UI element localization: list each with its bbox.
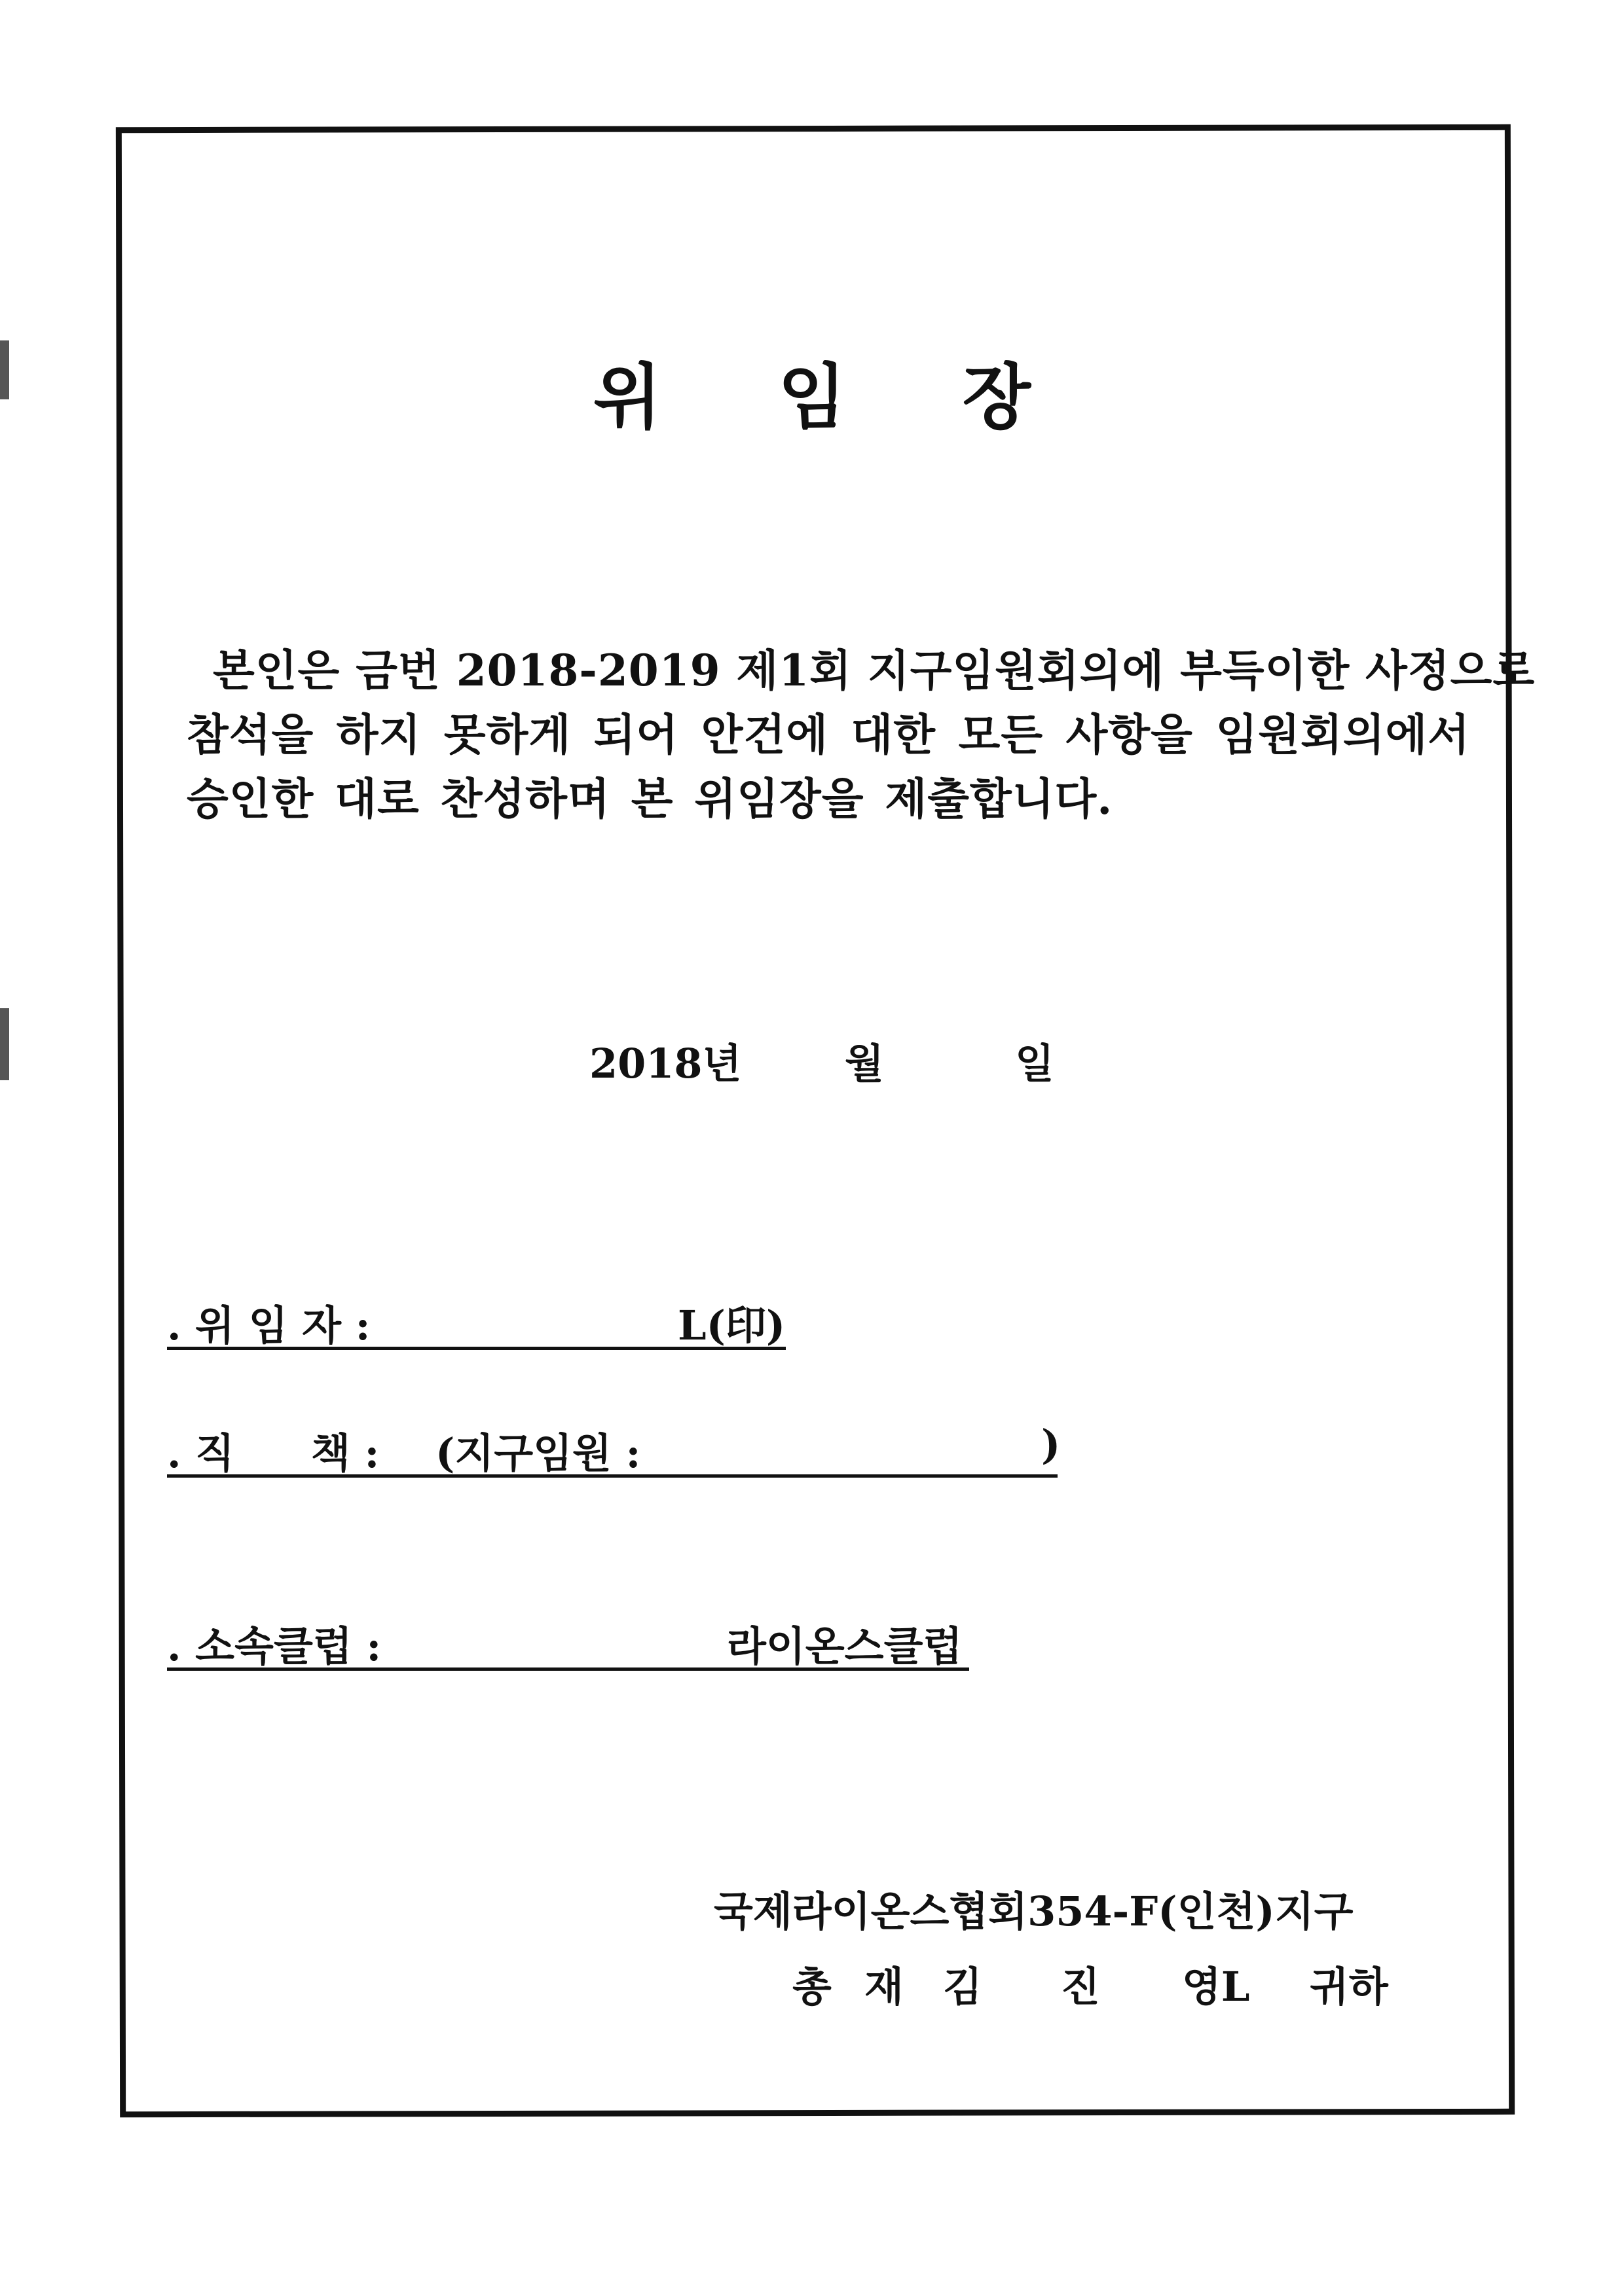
date-day: 일 xyxy=(1015,1040,1054,1087)
statement-line-3: 승인한 대로 찬성하며 본 위임장을 제출합니다. xyxy=(187,773,1113,824)
recipient-part-5: 영L xyxy=(1182,1963,1250,2011)
title-char-1: 위 xyxy=(593,356,662,439)
position-value-close: ) xyxy=(1041,1421,1061,1468)
delegator-seal: L(印) xyxy=(678,1302,786,1349)
title-char-3: 장 xyxy=(962,356,1031,439)
recipient-part-6: 귀하 xyxy=(1310,1963,1388,2011)
scan-edge-mark-bottom xyxy=(0,1008,9,1080)
date-year: 2018년 xyxy=(589,1040,742,1087)
position-label-a: . 직 xyxy=(167,1429,235,1477)
club-field[interactable] xyxy=(167,1614,969,1671)
date-month: 월 xyxy=(845,1040,884,1087)
position-value-open: (지구임원 : xyxy=(435,1429,641,1477)
delegator-label: . 위 임 자 : xyxy=(167,1302,371,1349)
club-label: . 소속클럽 : xyxy=(167,1622,382,1670)
title-char-2: 임 xyxy=(777,356,847,439)
statement-line-2: 참석을 하지 못하게 되어 안건에 대한 모든 사항을 임원회의에서 xyxy=(187,709,1470,760)
recipient-part-4: 진 xyxy=(1061,1963,1100,2011)
position-label-b: 책 : xyxy=(311,1429,380,1477)
statement-line-1: 본인은 금번 2018-2019 제1회 지구임원회의에 부득이한 사정으로 xyxy=(213,645,1536,696)
statement-paragraph xyxy=(187,638,1536,831)
recipient-part-2: 재 xyxy=(864,1963,904,2011)
club-value: 라이온스클럽 xyxy=(727,1622,963,1670)
recipient-part-3: 김 xyxy=(943,1963,982,2011)
footer-organization: 국제라이온스협회354-F(인천)지구 xyxy=(714,1887,1354,1935)
recipient-part-1: 총 xyxy=(792,1963,832,2011)
position-field[interactable] xyxy=(167,1421,1061,1478)
delegator-field[interactable] xyxy=(167,1293,786,1350)
document-title xyxy=(0,340,1624,442)
